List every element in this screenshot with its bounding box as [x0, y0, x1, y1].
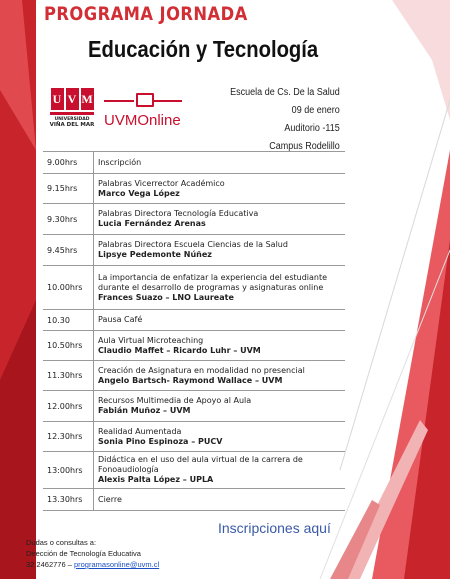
footer-contact — [26, 537, 159, 570]
schedule-activity — [94, 489, 346, 511]
footer-inquiry: Dudas o consultas a: — [26, 538, 97, 547]
schedule-activity — [94, 422, 346, 452]
activity-title: Cierre — [98, 494, 122, 504]
activity-speaker: Lucia Fernández Arenas — [98, 219, 206, 228]
logo-city: VIÑA DEL MAR — [49, 122, 95, 128]
event-info — [230, 84, 340, 156]
activity-speaker: Fabián Muñoz – UVM — [98, 406, 191, 415]
schedule-table — [43, 151, 345, 511]
activity-speaker: Lipsye Pedemonte Núñez — [98, 250, 212, 259]
schedule-activity — [94, 310, 346, 331]
event-room: Auditorio -115 — [284, 123, 340, 134]
schedule-time: 9.00hrs — [43, 152, 94, 174]
schedule-row — [43, 310, 345, 331]
schedule-row — [43, 174, 345, 204]
schedule-time: 10.30 — [43, 310, 94, 331]
schedule-row — [43, 489, 345, 511]
activity-title: Palabras Directora Escuela Ciencias de la Salud — [98, 240, 288, 249]
schedule-time: 12.00hrs — [43, 391, 94, 422]
footer-email-link[interactable]: programasonline@uvm.cl — [73, 560, 160, 569]
activity-speaker: Sonia Pino Espinoza – PUCV — [98, 436, 223, 446]
activity-title: Fonoaudiología — [98, 465, 159, 474]
activity-speaker: Frances Suazo – LNO Laureate — [98, 292, 234, 302]
schedule-activity — [94, 174, 346, 204]
schedule-time: 13.30hrs — [43, 489, 94, 511]
activity-title: Recursos Multimedia de Apoyo al Aula — [98, 396, 252, 405]
schedule-row — [43, 204, 345, 235]
activity-title: Realidad Aumentada — [98, 426, 182, 436]
activity-title: Palabras Directora Tecnología Educativa — [98, 209, 259, 218]
schedule-time: 9.30hrs — [43, 204, 94, 235]
schedule-time: 10.00hrs — [43, 266, 94, 310]
schedule-time: 9.15hrs — [43, 174, 94, 204]
schedule-activity — [94, 452, 346, 489]
schedule-row — [43, 361, 345, 391]
schedule-time: 12.30hrs — [43, 422, 94, 452]
activity-title: Creación de Asignatura en modalidad no presencial — [98, 365, 305, 375]
activity-title: Aula Virtual Microteaching — [98, 335, 204, 345]
schedule-activity — [94, 266, 346, 310]
schedule-activity — [94, 235, 346, 266]
logo-university: UNIVERSIDAD — [54, 117, 90, 122]
activity-title: La importancia de enfatizar la experiencia del estudiante — [98, 272, 328, 282]
schedule-row — [43, 452, 345, 489]
registration-link[interactable]: Inscripciones aquí — [218, 520, 331, 536]
event-campus: Campus Rodelillo — [269, 141, 340, 152]
schedule-row — [43, 422, 345, 452]
schedule-activity — [94, 361, 346, 391]
schedule-row — [43, 391, 345, 422]
footer-phone: 32 2462776 – — [26, 560, 74, 569]
event-date: 09 de enero — [291, 105, 340, 116]
schedule-row — [43, 235, 345, 266]
schedule-time: 10.50hrs — [43, 331, 94, 361]
schedule-time: 11.30hrs — [43, 361, 94, 391]
schedule-activity — [94, 204, 346, 235]
footer-department: Dirección de Tecnología Educativa — [26, 549, 141, 558]
activity-title: Didáctica en el uso del aula virtual de la carrera de — [98, 455, 303, 464]
uvm-logo — [48, 88, 96, 128]
online-logo-text: UVMOnline — [104, 112, 181, 129]
event-school: Escuela de Cs. De la Salud — [230, 87, 340, 98]
monitor-icon — [136, 93, 154, 107]
schedule-row — [43, 152, 345, 174]
activity-title: Palabras Vicerrector Académico — [98, 178, 225, 188]
activity-speaker: Claudio Maffet – Ricardo Luhr – UVM — [98, 345, 261, 355]
schedule-time: 9.45hrs — [43, 235, 94, 266]
activity-title: Inscripción — [98, 157, 142, 167]
page-subtitle: Educación y Tecnología — [88, 36, 319, 62]
schedule-activity — [94, 391, 346, 422]
activity-speaker: Alexis Palta López – UPLA — [98, 475, 214, 484]
schedule-activity — [94, 331, 346, 361]
activity-title: durante el desarrollo de programas y asignaturas online — [98, 282, 324, 292]
activity-speaker: Marco Vega López — [98, 188, 180, 198]
logo-letter: M — [81, 88, 94, 110]
schedule-activity — [94, 152, 346, 174]
logo-letter: V — [66, 88, 79, 110]
logo-letter: U — [51, 88, 64, 110]
schedule-row — [43, 266, 345, 310]
schedule-time: 13:00hrs — [43, 452, 94, 489]
schedule-row — [43, 331, 345, 361]
activity-title: Pausa Café — [98, 315, 143, 324]
activity-speaker: Angelo Bartsch- Raymond Wallace – UVM — [98, 375, 283, 385]
page-title: PROGRAMA JORNADA — [44, 3, 248, 25]
